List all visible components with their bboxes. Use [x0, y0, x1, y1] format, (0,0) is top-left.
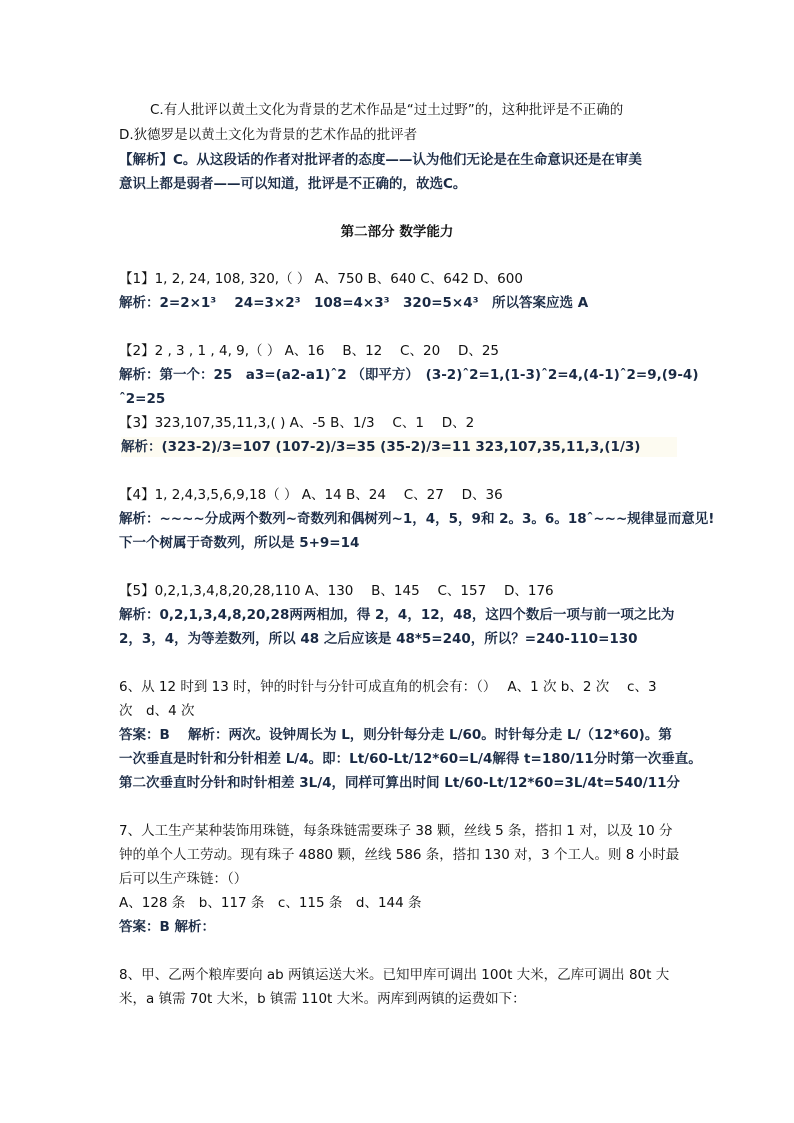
question-line: 8、甲、乙两个粮库要向 ab 两镇运送大米。已知甲库可调出 100t 大米，乙库可调出 80t 大	[119, 967, 670, 983]
answer-line: 2，3，4，为等差数列，所以 48 之后应该是 48*5=240，所以？=240-110=130	[119, 631, 638, 647]
analysis-line: 意识上都是弱者——可以知道，批评是不正确的，故选C。	[119, 176, 467, 192]
question-line: 【3】323,107,35,11,3,( ) A、-5 B、1/3 C、1 D、2	[119, 415, 475, 431]
answer-line: 答案：B 解析：	[119, 919, 215, 935]
question-line: 【2】2 , 3 , 1 , 4, 9,（ ） A、16 B、12 C、20 D、25	[119, 343, 500, 359]
question-line: 后可以生产珠链：（）	[119, 871, 248, 887]
answer-line: 答案：B 解析：两次。设钟周长为 L，则分针每分走 L/60。时针每分走 L/（12*60)。第	[119, 727, 672, 743]
answer-line: 解析：~~~~分成两个数列~奇数列和偶树列~1，4，5，9和 2。3。6。18ˆ~~~规律显而意见!	[119, 511, 715, 527]
answer-line: 解析：第一个：25 a3=(a2-a1)ˆ2 （即平方） (3-2)ˆ2=1,(1-3)ˆ2=4,(4-1)ˆ2=9,(9-4)	[119, 367, 699, 383]
answer-line: 解析：2=2×1³ 24=3×2³ 108=4×3³ 320=5×4³ 所以答案应选 A	[119, 295, 589, 311]
option-c: C.有人批评以黄土文化为背景的艺术作品是“过土过野”的，这种批评是不正确的	[150, 102, 624, 118]
answer-line: 第二次垂直时分针和时针相差 3L/4，同样可算出时间 Lt/60-Lt/12*60=3L/4t=540/11分	[119, 775, 681, 791]
question-line: 【1】1, 2, 24, 108, 320,（ ） A、750 B、640 C、642 D、600	[119, 271, 523, 287]
answer-line: 一次垂直是时针和分针相差 L/4。即：Lt/60-Lt/12*60=L/4解得 t=180/11分时第一次垂直。	[119, 751, 702, 767]
answer-line: 解析：0,2,1,3,4,8,20,28两两相加，得 2，4，12，48，这四个数后一项与前一项之比为	[119, 607, 675, 623]
question-line: 次 d、4 次	[119, 703, 195, 719]
question-line: 7、人工生产某种装饰用珠链，每条珠链需要珠子 38 颗，丝线 5 条，搭扣 1 对，以及 10 分	[119, 823, 673, 839]
question-line: 钟的单个人工劳动。现有珠子 4880 颗，丝线 586 条，搭扣 130 对，3 个工人。则 8 小时最	[119, 847, 680, 863]
section-title: 第二部分 数学能力	[340, 224, 454, 240]
analysis-line: 【解析】C。从这段话的作者对批评者的态度——认为他们无论是在生命意识还是在审美	[119, 152, 642, 168]
answer-line: ˆ2=25	[119, 391, 166, 407]
question-line: 【4】1, 2,4,3,5,6,9,18（ ） A、14 B、24 C、27 D、36	[119, 487, 503, 503]
question-line: 【5】0,2,1,3,4,8,20,28,110 A、130 B、145 C、157 D、176	[119, 583, 554, 599]
question-line: 米，a 镇需 70t 大米，b 镇需 110t 大米。两库到两镇的运费如下：	[119, 991, 526, 1007]
question-line: A、128 条 b、117 条 c、115 条 d、144 条	[119, 895, 422, 911]
question-line: 6、从 12 时到 13 时，钟的时针与分针可成直角的机会有：（） A、1 次 b、2 次 c、3	[119, 679, 657, 695]
answer-line: 解析：(323-2)/3=107 (107-2)/3=35 (35-2)/3=11 323,107,35,11,3,(1/3)	[121, 437, 677, 457]
option-d: D.狄德罗是以黄土文化为背景的艺术作品的批评者	[119, 127, 418, 143]
answer-line: 下一个树属于奇数列，所以是 5+9=14	[119, 535, 360, 551]
